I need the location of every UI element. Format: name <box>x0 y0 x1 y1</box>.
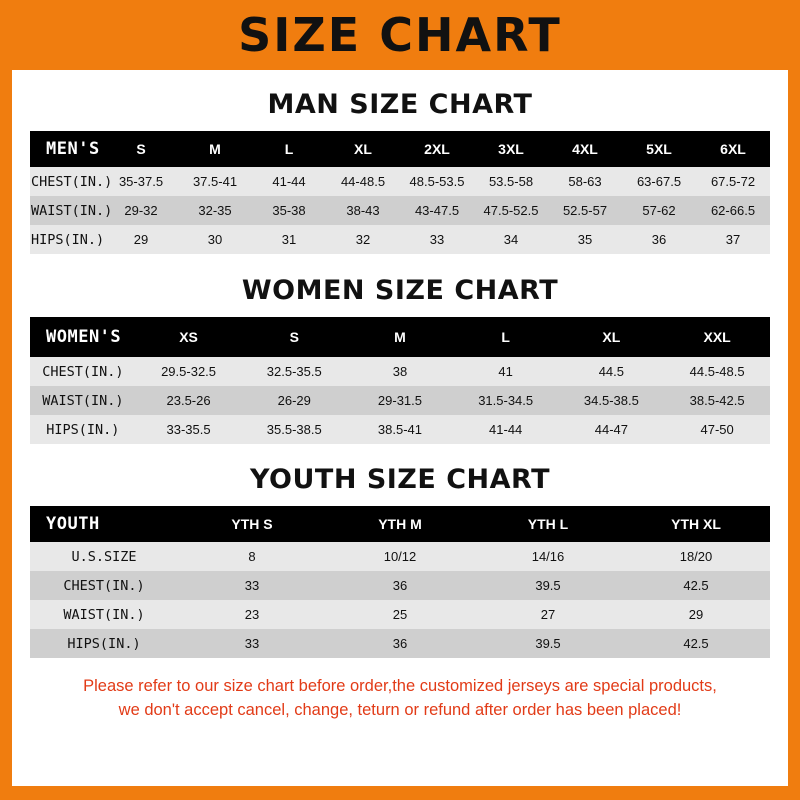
table-cell: 57-62 <box>642 203 676 218</box>
table-cell: 8 <box>248 549 256 564</box>
column-header: XL <box>354 141 372 157</box>
column-header: 3XL <box>498 141 524 157</box>
table-cell: 62-66.5 <box>710 203 756 218</box>
table-cell: 52.5-57 <box>562 203 608 218</box>
table-cell: 29.5-32.5 <box>161 364 217 379</box>
column-header: 2XL <box>424 141 450 157</box>
youth-size-table <box>30 506 770 658</box>
table-cell: 38.5-41 <box>377 422 422 437</box>
women-size-table <box>30 317 770 444</box>
table-cell: 35-37.5 <box>118 174 164 189</box>
table-cell: 36 <box>392 578 408 593</box>
table-cell: 36 <box>651 232 667 247</box>
table-cell: 23.5-26 <box>166 393 211 408</box>
table-cell: 38 <box>392 364 408 379</box>
column-header: XXL <box>703 329 731 345</box>
table-cell: 37.5-41 <box>192 174 238 189</box>
column-header: XS <box>179 329 198 345</box>
row-label: HIPS(IN.) <box>46 421 120 438</box>
row-label: HIPS(IN.) <box>31 231 105 248</box>
table-cell: 33 <box>244 636 260 651</box>
table-cell: 44-48.5 <box>340 174 386 189</box>
table-header-row <box>30 317 770 357</box>
table-cell: 26-29 <box>277 393 311 408</box>
row-label: CHEST(IN.) <box>31 173 113 190</box>
table-cell: 18/20 <box>679 549 713 564</box>
table-row <box>30 167 770 196</box>
women-table-header <box>30 317 770 357</box>
page-content <box>12 89 788 723</box>
man-size-table <box>30 131 770 254</box>
table-cell: 29-31.5 <box>377 393 422 408</box>
table-cell: 33 <box>429 232 445 247</box>
table-cell: 47-50 <box>700 422 734 437</box>
table-cell: 29-32 <box>124 203 158 218</box>
table-cell: 32 <box>355 232 371 247</box>
column-header: MEN'S <box>46 139 100 159</box>
column-header: 5XL <box>646 141 672 157</box>
table-cell: 39.5 <box>535 578 561 593</box>
page-title: SIZE CHART <box>238 8 562 62</box>
table-cell: 34.5-38.5 <box>583 393 639 408</box>
column-header: YOUTH <box>46 514 100 534</box>
table-cell: 14/16 <box>531 549 565 564</box>
table-cell: 39.5 <box>535 636 561 651</box>
table-cell: 35-38 <box>272 203 306 218</box>
man-table-header <box>30 131 770 167</box>
row-label: U.S.SIZE <box>71 548 137 565</box>
table-cell: 23 <box>244 607 260 622</box>
row-label: HIPS(IN.) <box>67 635 141 652</box>
column-header: L <box>284 141 294 157</box>
table-cell: 44.5 <box>598 364 625 379</box>
table-cell: 58-63 <box>568 174 602 189</box>
women-section-title: WOMEN SIZE CHART <box>241 275 559 306</box>
row-label: CHEST(IN.) <box>42 363 124 380</box>
table-cell: 67.5-72 <box>710 174 756 189</box>
bottom-accent-bar <box>0 786 800 800</box>
table-cell: 35.5-38.5 <box>266 422 322 437</box>
table-cell: 37 <box>725 232 741 247</box>
table-cell: 29 <box>133 232 149 247</box>
table-row <box>30 357 770 386</box>
table-row <box>30 386 770 415</box>
column-header: YTH M <box>378 516 422 532</box>
man-section-title: MAN SIZE CHART <box>267 89 533 120</box>
table-row <box>30 196 770 225</box>
table-row <box>30 600 770 629</box>
table-cell: 31 <box>281 232 297 247</box>
table-cell: 38-43 <box>346 203 380 218</box>
column-header: M <box>209 141 221 157</box>
column-header: 4XL <box>572 141 598 157</box>
table-cell: 53.5-58 <box>488 174 534 189</box>
table-header-row <box>30 506 770 542</box>
column-header: 6XL <box>720 141 746 157</box>
table-cell: 33 <box>244 578 260 593</box>
table-cell: 36 <box>392 636 408 651</box>
table-cell: 30 <box>207 232 223 247</box>
table-cell: 32.5-35.5 <box>266 364 322 379</box>
order-policy-note <box>30 675 770 723</box>
column-header: XL <box>602 329 621 345</box>
table-cell: 25 <box>392 607 408 622</box>
table-cell: 32-35 <box>198 203 232 218</box>
table-cell: 31.5-34.5 <box>478 393 534 408</box>
note-line-2: we don't accept cancel, change, teturn or refund after order has been placed! <box>118 700 682 719</box>
row-label: CHEST(IN.) <box>63 577 145 594</box>
table-row <box>30 415 770 444</box>
table-cell: 42.5 <box>683 636 709 651</box>
table-cell: 41 <box>498 364 513 379</box>
table-cell: 29 <box>688 607 704 622</box>
youth-section-title: YOUTH SIZE CHART <box>249 464 551 495</box>
note-line-1: Please refer to our size chart before order,the customized jerseys are special products, <box>83 677 717 695</box>
table-cell: 48.5-53.5 <box>409 174 465 189</box>
table-row <box>30 225 770 254</box>
table-cell: 33-35.5 <box>166 422 211 437</box>
table-cell: 41-44 <box>272 174 306 189</box>
table-cell: 10/12 <box>383 549 417 564</box>
column-header: YTH S <box>231 516 273 532</box>
table-cell: 34 <box>503 232 519 247</box>
column-header: YTH L <box>527 516 569 532</box>
column-header: WOMEN'S <box>46 327 122 347</box>
table-cell: 42.5 <box>683 578 709 593</box>
table-cell: 41-44 <box>489 422 523 437</box>
table-cell: 63-67.5 <box>636 174 682 189</box>
row-label: WAIST(IN.) <box>63 606 145 623</box>
table-row <box>30 629 770 658</box>
column-header: M <box>394 329 406 345</box>
column-header: S <box>289 329 299 345</box>
youth-table-body <box>30 542 770 658</box>
man-table-body <box>30 167 770 254</box>
page-banner <box>0 0 800 70</box>
youth-table-header <box>30 506 770 542</box>
row-label: WAIST(IN.) <box>31 202 113 219</box>
table-cell: 44-47 <box>594 422 628 437</box>
table-header-row <box>30 131 770 167</box>
column-header: L <box>501 329 510 345</box>
women-table-body <box>30 357 770 444</box>
column-header: S <box>136 141 146 157</box>
table-cell: 35 <box>577 232 593 247</box>
table-row <box>30 542 770 571</box>
table-cell: 38.5-42.5 <box>689 393 745 408</box>
column-header: YTH XL <box>671 516 721 532</box>
table-row <box>30 571 770 600</box>
table-cell: 44.5-48.5 <box>689 364 745 379</box>
row-label: WAIST(IN.) <box>42 392 124 409</box>
table-cell: 43-47.5 <box>414 203 460 218</box>
table-cell: 27 <box>540 607 556 622</box>
table-cell: 47.5-52.5 <box>483 203 539 218</box>
